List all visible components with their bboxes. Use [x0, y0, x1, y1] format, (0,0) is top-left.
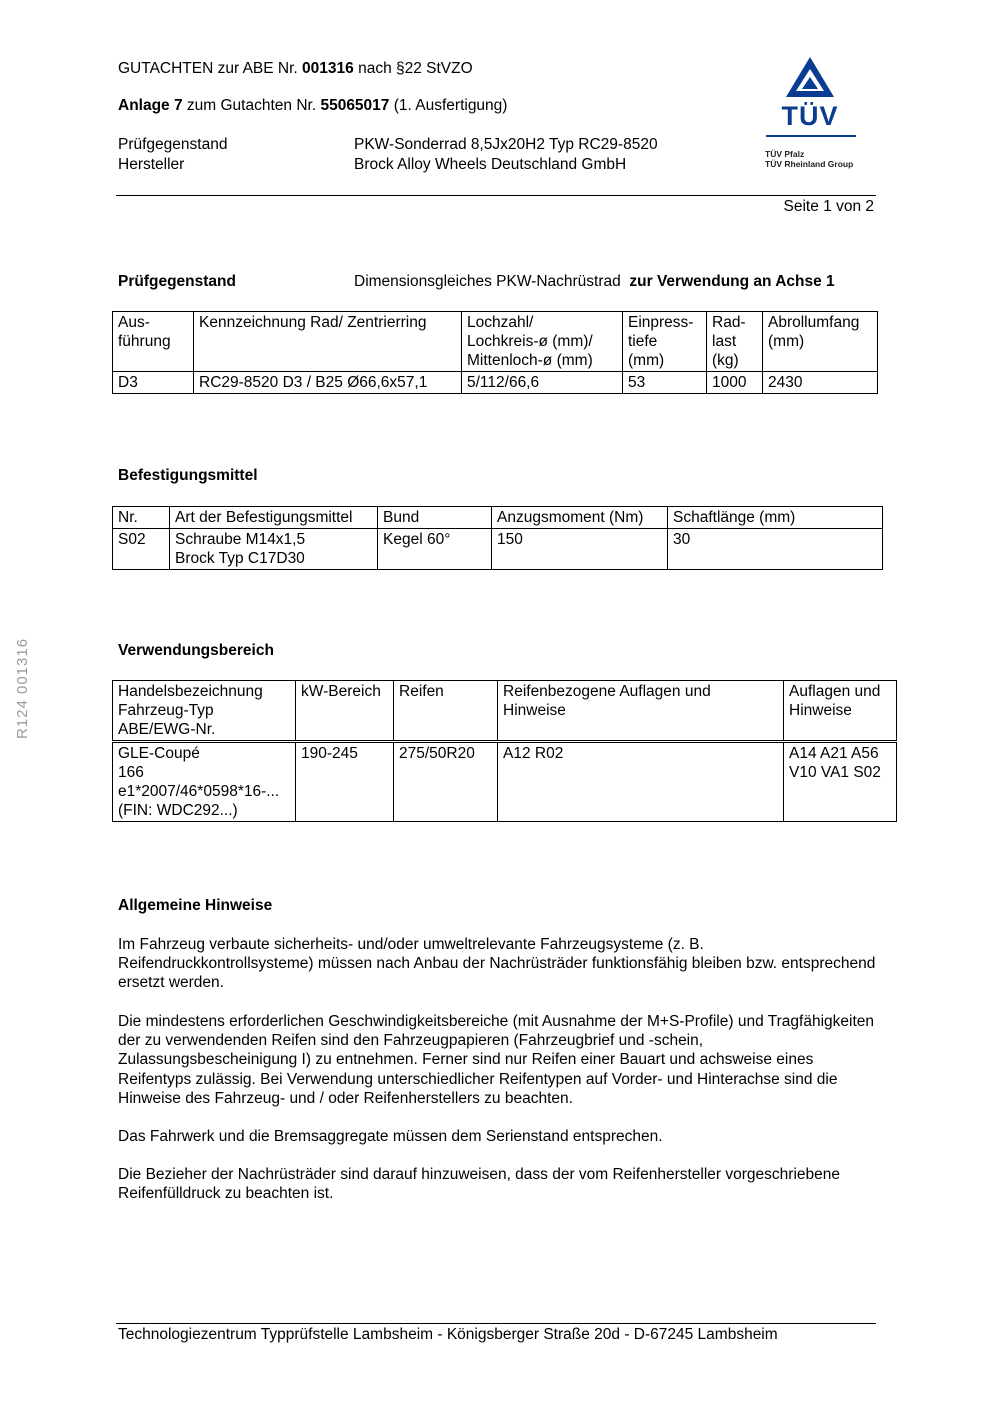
- table-cell: GLE-Coupé 166 e1*2007/46*0598*16-... (FIN: WDC292...): [113, 742, 296, 822]
- table-header-cell: Kennzeichnung Rad/ Zentrierring: [194, 312, 462, 372]
- tuev-logo: [760, 55, 860, 175]
- header-title: [118, 60, 473, 78]
- table-header-cell: kW-Bereich: [296, 681, 394, 742]
- table-header-cell: Aus- führung: [113, 312, 194, 372]
- section4-title: [118, 897, 272, 915]
- tuev-logo-subtitle: [765, 149, 853, 169]
- header-title-suffix: nach §22 StVZO: [353, 60, 473, 77]
- paragraph-1: Im Fahrzeug verbaute sicherheits- und/oder umweltrelevante Fahrzeugsysteme (z. B. Reifendruckkontrollsysteme) müssen nach Anbau der Nachrüsträder funktionsfähig bleiben bzw. entsprechend ersetzt werden.: [118, 936, 876, 992]
- table-header-cell: Reifenbezogene Auflagen und Hinweise: [498, 681, 784, 742]
- annex-mid: zum Gutachten Nr.: [182, 97, 321, 114]
- pg-label: Prüfgegenstand: [118, 136, 228, 153]
- table-header-cell: Anzugsmoment (Nm): [492, 507, 668, 529]
- wheel-table: [112, 311, 878, 394]
- annex-label: Anlage 7: [118, 97, 183, 114]
- abe-number: 001316: [302, 60, 354, 77]
- table-header-row: [113, 507, 883, 529]
- table-cell: 275/50R20: [394, 742, 498, 822]
- table-header-cell: Bund: [378, 507, 492, 529]
- paragraph-3: Das Fahrwerk und die Bremsaggregate müssen dem Serienstand entsprechen.: [118, 1128, 663, 1145]
- header-title-prefix: GUTACHTEN zur ABE Nr.: [118, 60, 303, 77]
- usage-table: [112, 680, 897, 822]
- section3-title-text: Verwendungsbereich: [118, 642, 274, 659]
- manufacturer-label: Hersteller: [118, 156, 185, 173]
- table-row: [113, 529, 883, 570]
- table-header-row: [113, 312, 878, 372]
- section1-label-text: Prüfgegenstand: [118, 273, 236, 290]
- table-header-row: [113, 681, 897, 742]
- table-cell: RC29-8520 D3 / B25 Ø66,6x57,1: [194, 372, 462, 394]
- section2-title-text: Befestigungsmittel: [118, 467, 258, 484]
- table-cell: A14 A21 A56 V10 VA1 S02: [784, 742, 897, 822]
- paragraph-2: Die mindestens erforderlichen Geschwindigkeitsbereiche (mit Ausnahme der M+S-Profile) und Tragfähigkeiten der zu verwendenden Reifen sind den Fahrzeugpapieren (Fahrzeugbrief und -schein, Zulassungsbescheinigung I) zu entnehmen. Ferner sind nur Reifen einer Bauart und achsweise eines Reifentyps zulässig. Bei Verwendung unterschiedlicher Reifentypen auf Vorder- und Hinterachse sind die Hinweise des Fahrzeug- und / oder Reifenherstellers zu beachten.: [118, 1013, 874, 1107]
- table-header-cell: Art der Befestigungsmittel: [170, 507, 378, 529]
- section4-title-text: Allgemeine Hinweise: [118, 897, 273, 914]
- table-header-cell: Lochzahl/ Lochkreis-ø (mm)/ Mittenloch-ø (mm): [462, 312, 623, 372]
- manufacturer-value: Brock Alloy Wheels Deutschland GmbH: [354, 156, 627, 173]
- table-row: [113, 742, 897, 822]
- footer-divider: [116, 1323, 876, 1324]
- table-cell: D3: [113, 372, 194, 394]
- table-cell: 190-245: [296, 742, 394, 822]
- table-header-cell: Abrollumfang (mm): [763, 312, 878, 372]
- table-header-cell: Nr.: [113, 507, 170, 529]
- tuev-logo-text: TÜV: [781, 101, 839, 131]
- table-cell: 150: [492, 529, 668, 570]
- table-cell: 2430: [763, 372, 878, 394]
- tuev-logo-sub1: TÜV Pfalz: [765, 149, 805, 159]
- table-header-cell: Einpress- tiefe (mm): [623, 312, 707, 372]
- table-header-cell: Schaftlänge (mm): [668, 507, 883, 529]
- footer-address: Technologiezentrum Typprüfstelle Lambsheim - Königsberger Straße 20d - D-67245 Lambsheim: [118, 1326, 778, 1343]
- section1-desc-text: Dimensionsgleiches PKW-Nachrüstrad: [354, 273, 621, 290]
- report-number: 55065017: [320, 97, 390, 114]
- side-reference: R124 001316: [14, 637, 32, 740]
- table-header-cell: Rad- last (kg): [707, 312, 763, 372]
- section3-title: [118, 642, 274, 660]
- table-cell: 30: [668, 529, 883, 570]
- header-annex: [118, 97, 507, 115]
- table-cell: Schraube M14x1,5 Brock Typ C17D30: [170, 529, 378, 570]
- section1-label: [118, 273, 236, 291]
- table-cell: S02: [113, 529, 170, 570]
- table-cell: 53: [623, 372, 707, 394]
- page-number: Seite 1 von 2: [783, 198, 874, 215]
- section1-desc: [354, 273, 835, 291]
- table-cell: 5/112/66,6: [462, 372, 623, 394]
- fastener-table: [112, 506, 883, 570]
- axle-note: zur Verwendung an Achse 1: [629, 273, 835, 290]
- tuev-logo-rule: [766, 135, 856, 137]
- table-header-cell: Auflagen und Hinweise: [784, 681, 897, 742]
- table-header-cell: Handelsbezeichnung Fahrzeug-Typ ABE/EWG-Nr.: [113, 681, 296, 742]
- table-cell: A12 R02: [498, 742, 784, 822]
- table-cell: 1000: [707, 372, 763, 394]
- tuev-logo-sub2: TÜV Rheinland Group: [765, 159, 854, 169]
- annex-suffix: (1. Ausfertigung): [389, 97, 508, 114]
- table-cell: Kegel 60°: [378, 529, 492, 570]
- table-row: [113, 372, 878, 394]
- paragraph-4: Die Bezieher der Nachrüsträder sind darauf hinzuweisen, dass der vom Reifenhersteller vorgeschriebene Reifenfülldruck zu beachten ist.: [118, 1166, 840, 1203]
- header-divider: [116, 195, 876, 196]
- table-header-cell: Reifen: [394, 681, 498, 742]
- tuev-triangle-icon: [760, 55, 860, 105]
- pg-value: PKW-Sonderrad 8,5Jx20H2 Typ RC29-8520: [354, 136, 658, 153]
- section2-title: [118, 467, 258, 485]
